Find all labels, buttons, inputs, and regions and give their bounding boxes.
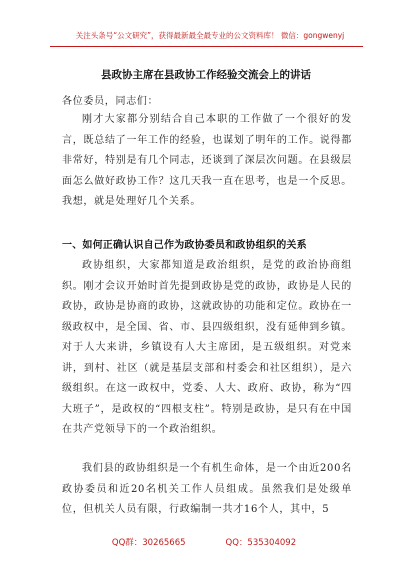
footer-qq: QQ：535304092 (225, 538, 297, 548)
paragraph: 刚才大家都分别结合自己本职的工作做了一个很好的发言，既总结了一年工作的经验，也谋划了明年的工作。说得都非常好，特别是有几个同志，还谈到了深层次问题。在县级层面怎么做好政协工作？这几天我一直在思考，也是一个反思。我想，就是处理好几个关系。 (62, 114, 352, 207)
footer-qq-group: QQ群：30265665 (111, 538, 186, 548)
header-divider (50, 46, 363, 47)
salutation: 各位委员，同志们： (62, 96, 159, 107)
header-banner: 关注头条号“公文研究”，获得最新最全最专业的公文资料库！ 微信：gongwenyj (75, 31, 345, 40)
section-heading: 一、如何正确认识自己作为政协委员和政协组织的关系 (62, 240, 307, 251)
paragraph-3-block (62, 459, 352, 521)
paragraph-2-block (62, 256, 352, 441)
paragraph: 政协组织，大家都知道是政治组织，是党的政治协商组织。刚才会议开始时首先提到政协是党的政协，政协是人民的政协，政协是协商的政协，这就政协的功能和定位。政协在一级政权中，是全国、省、市、县四级组织，没有延伸到乡镇。对于人大来讲，乡镇设有人大主席团，是五级组织。对党来讲，到村、社区（就是基层支部和村委会和社区组织），是六级组织。在这一政权中，党委、人大、政府、政协，称为“四大班子”，是政权的“四根支柱”。特别是政协，是只有在中国在共产党领导下的一个政治组织。 (62, 260, 352, 435)
paragraph-1-block (62, 110, 352, 213)
document-title: 县政协主席在县政协工作经验交流会上的讲话 (101, 69, 311, 81)
footer-contact (0, 536, 408, 548)
paragraph: 我们县的政协组织是一个有机生命体，是一个由近200名政协委员和近20名机关工作人员组成。虽然我们是处级单位，但机关人员有限，行政编制一共才16个人，其中，5 (62, 463, 352, 515)
